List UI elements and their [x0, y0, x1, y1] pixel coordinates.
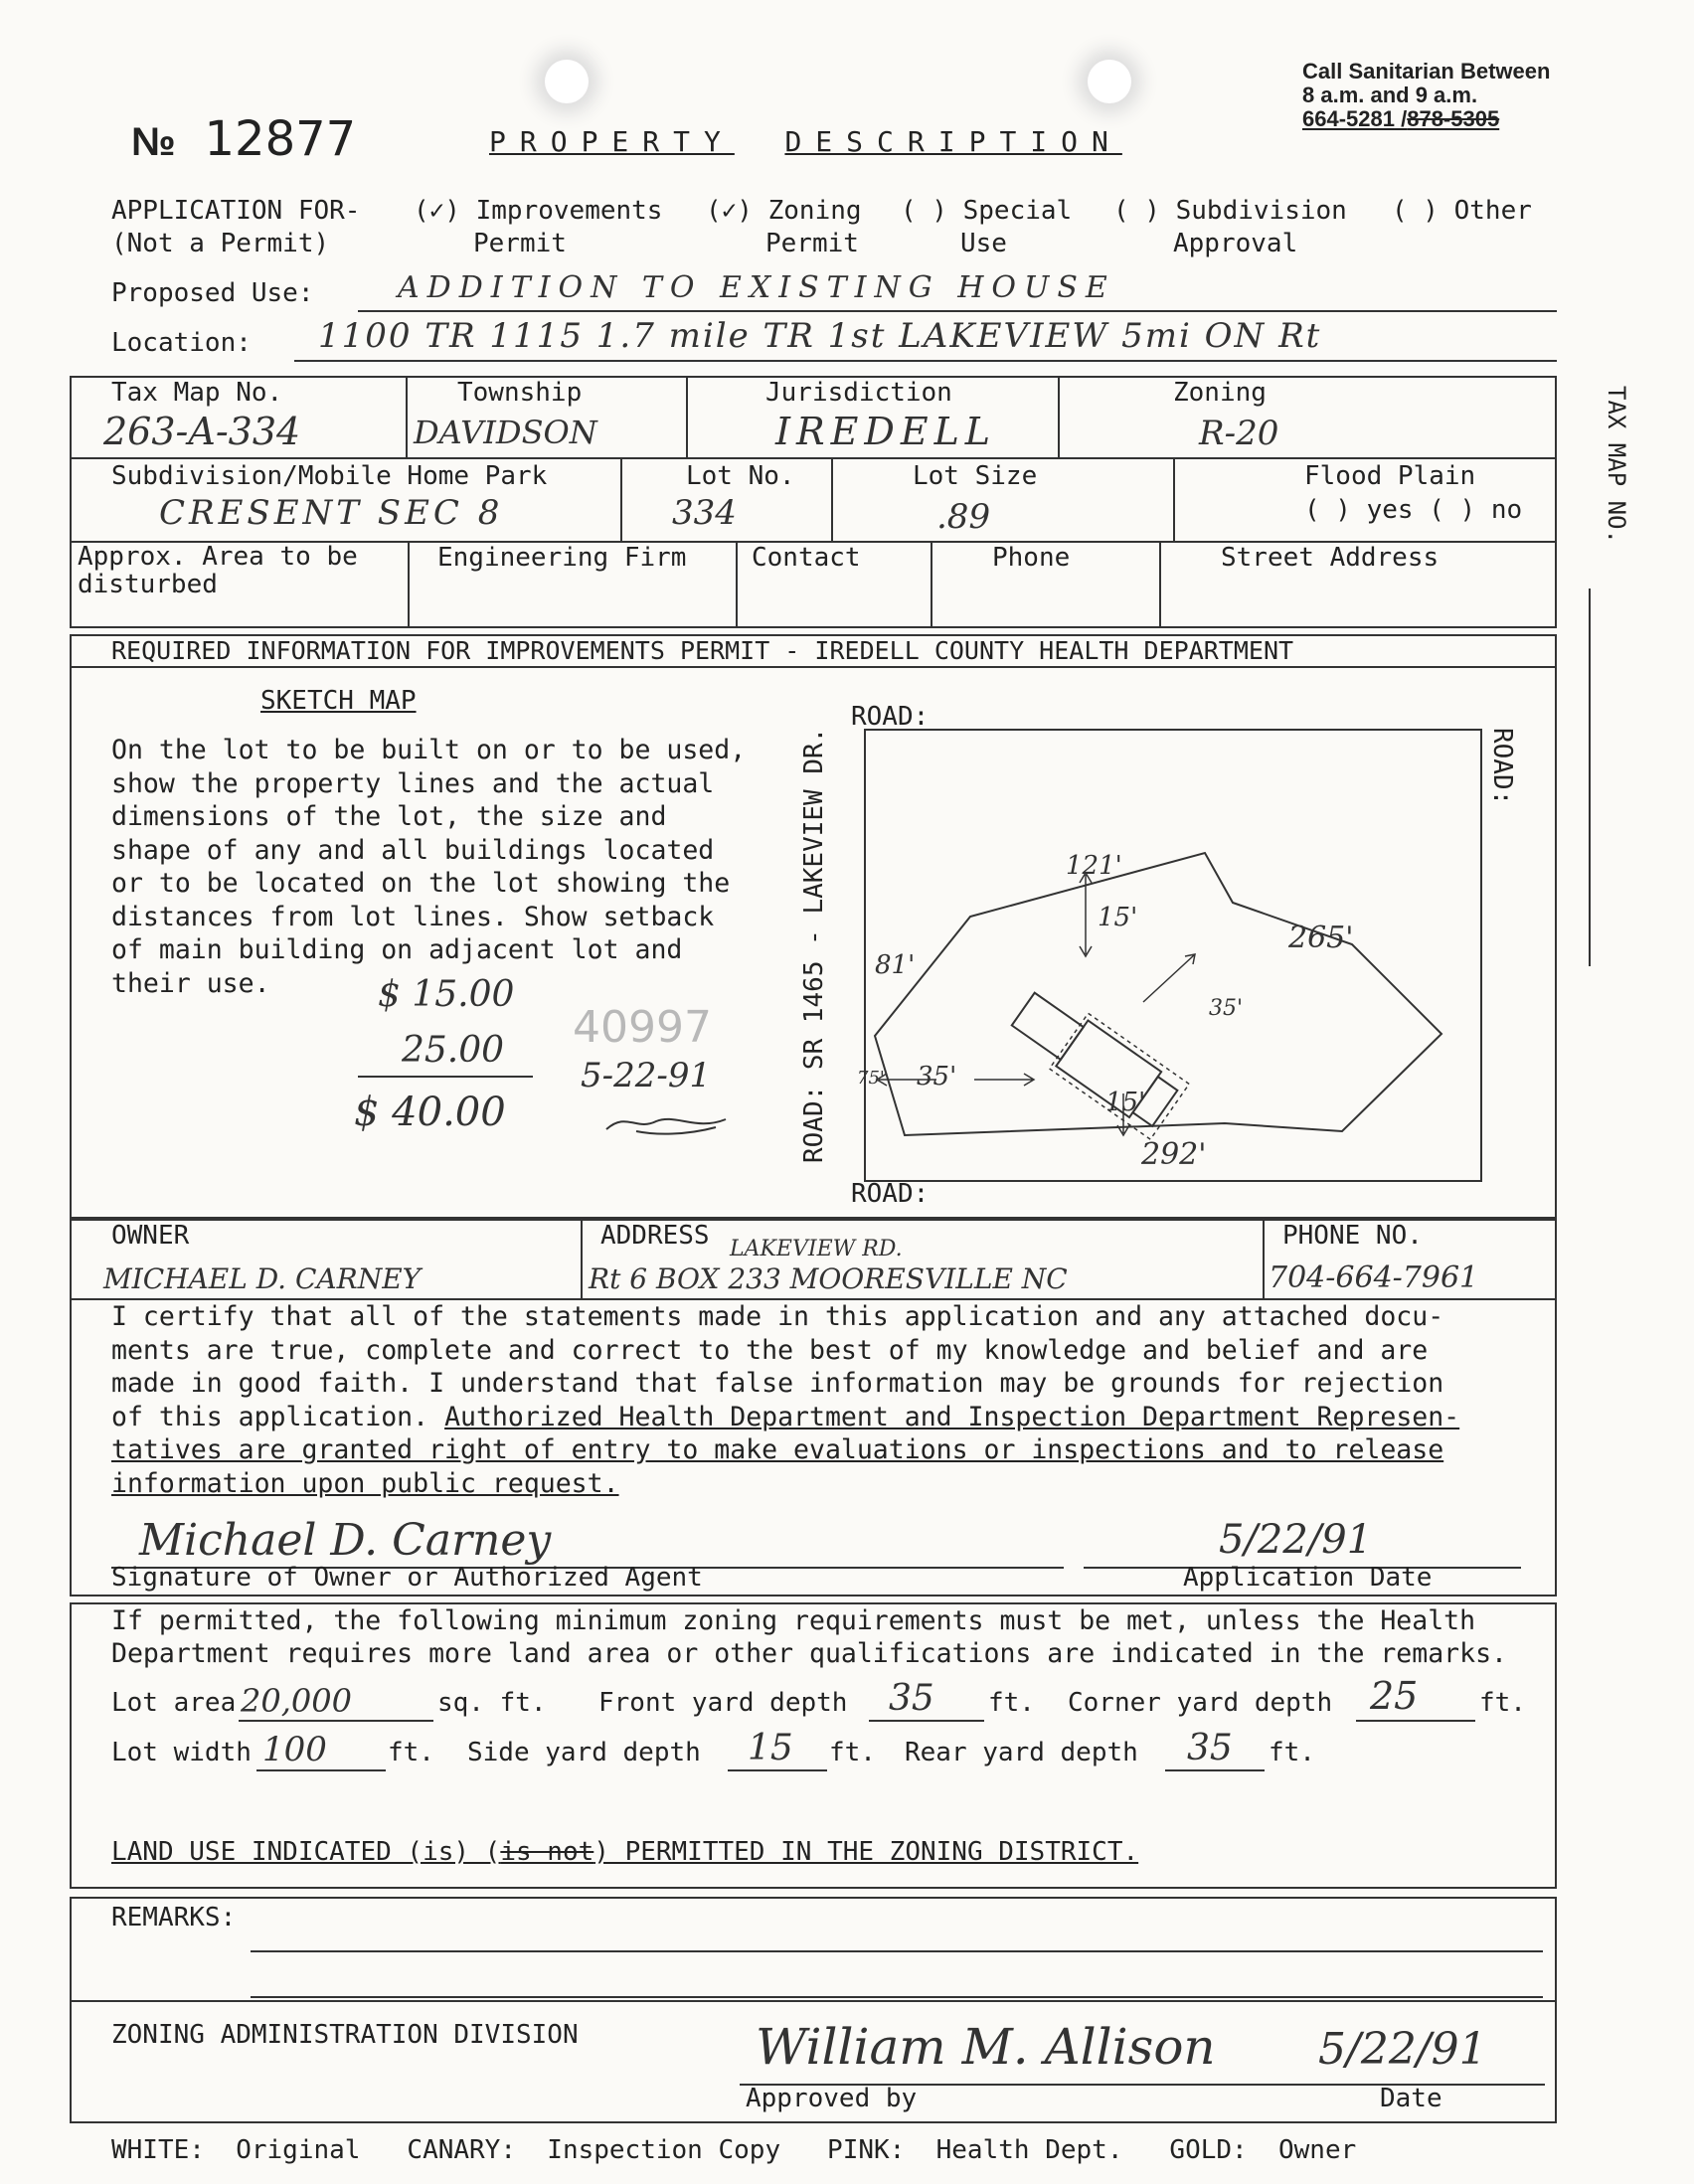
- sketch-instructions: On the lot to be built on or to be used, show the property lines and the actual dimensions of the lot, the size and shape of any and all buildings located or to be located on the lot showing the distances from lot lines. Show setback of main building on adjacent lot and their use.: [111, 735, 747, 999]
- grid-col-8: [736, 541, 738, 628]
- side-yard-line: [728, 1769, 827, 1771]
- property-boundary: [875, 853, 1441, 1135]
- corner-yard-label: Corner yard depth: [1068, 1688, 1333, 1718]
- location-line: [294, 360, 1557, 362]
- dim-265: 265': [1288, 921, 1354, 955]
- lot-area-value: 20,000: [241, 1682, 352, 1720]
- subdivision-value: CRESENT SEC 8: [159, 493, 504, 533]
- side-yard-label: Side yard depth: [467, 1738, 701, 1767]
- sanitarian-note: Call Sanitarian Between 8 a.m. and 9 a.m. 664-5281 /878-5305: [1302, 59, 1551, 131]
- owner-label: OWNER: [111, 1221, 190, 1251]
- engineering-firm-label: Engineering Firm: [437, 543, 687, 573]
- phone-no-value: 704-664-7961: [1269, 1260, 1479, 1295]
- flood-plain-label: Flood Plain: [1304, 461, 1476, 491]
- arrow-35-right: [1143, 954, 1195, 1002]
- address-line-2: Rt 6 BOX 233 MOORESVILLE NC: [589, 1262, 1068, 1295]
- phone-no-label: PHONE NO.: [1282, 1221, 1423, 1251]
- sqft-label: sq. ft.: [437, 1688, 547, 1718]
- contact-label: Contact: [752, 543, 861, 573]
- address-label: ADDRESS: [600, 1221, 710, 1251]
- remarks-line-2: [251, 1996, 1543, 1998]
- township-value: DAVIDSON: [414, 414, 597, 451]
- receipt-number: 40997: [573, 1002, 712, 1053]
- corner-yard-value: 25: [1370, 1674, 1419, 1718]
- form-number: № 12877: [131, 111, 357, 167]
- road-label-bottom: ROAD:: [851, 1179, 930, 1209]
- dim-35-left: 35': [917, 1062, 957, 1092]
- lot-width-value: 100: [262, 1730, 327, 1769]
- arrow-15-top: [1080, 873, 1092, 956]
- fee-sum-line: [358, 1076, 533, 1078]
- grid-col-2: [686, 376, 688, 457]
- grid-col-5: [831, 457, 833, 541]
- subdivision-label: Subdivision/Mobile Home Park: [111, 461, 548, 491]
- corner-ft: ft.: [1479, 1688, 1526, 1718]
- grid-col-1: [406, 376, 408, 457]
- punch-hole-left: [545, 60, 589, 103]
- sketch-road-frame: [865, 730, 1481, 1181]
- rear-yard-value: 35: [1187, 1728, 1233, 1768]
- option-improvements: (✓) Improvements Permit: [414, 196, 663, 258]
- form-title: PROPERTY DESCRIPTION: [489, 125, 1122, 158]
- lot-no-value: 334: [672, 493, 737, 533]
- grid-col-7: [408, 541, 410, 628]
- tax-map-side-line: [1589, 588, 1591, 966]
- option-subdivision: ( ) Subdivision Approval: [1113, 196, 1347, 258]
- tax-map-side-label: TAX MAP NO.: [1603, 386, 1630, 544]
- application-date-label: Application Date: [1183, 1563, 1433, 1593]
- area-disturbed-label: Approx. Area to be disturbed: [78, 542, 358, 599]
- receipt-date: 5-22-91: [581, 1056, 712, 1095]
- phone-label: Phone: [992, 543, 1071, 573]
- location-label: Location:: [111, 328, 252, 358]
- signature-label: Signature of Owner or Authorized Agent: [111, 1563, 703, 1593]
- rear-yard-label: Rear yard depth: [905, 1738, 1138, 1767]
- dim-15-top: 15': [1098, 903, 1138, 932]
- owner-value: MICHAEL D. CARNEY: [103, 1262, 422, 1295]
- proposed-use-value: ADDITION TO EXISTING HOUSE: [398, 270, 1115, 305]
- land-use-statement: LAND USE INDICATED (is) (is not) PERMITTED IN THE ZONING DISTRICT.: [111, 1837, 1139, 1867]
- approver-signature: William M. Allison: [756, 2018, 1216, 2076]
- road-label-left: ROAD: SR 1465 - LAKEVIEW DR.: [799, 727, 829, 1163]
- zoning-label: Zoning: [1173, 378, 1267, 408]
- jurisdiction-label: Jurisdiction: [765, 378, 952, 408]
- proposed-use-line: [358, 310, 1557, 312]
- required-info-header: REQUIRED INFORMATION FOR IMPROVEMENTS PERMIT - IREDELL COUNTY HEALTH DEPARTMENT: [111, 636, 1294, 665]
- remarks-label: REMARKS:: [111, 1903, 237, 1932]
- dim-35-right: 35': [1209, 996, 1244, 1021]
- tax-map-label: Tax Map No.: [111, 378, 283, 408]
- grid-col-6: [1173, 457, 1175, 541]
- grid-col-3: [1058, 376, 1060, 457]
- owner-col-2: [1263, 1219, 1265, 1300]
- dim-75: 75': [857, 1068, 885, 1089]
- dim-292: 292': [1141, 1137, 1207, 1172]
- date-label: Date: [1380, 2084, 1442, 2113]
- side-yard-value: 15: [748, 1728, 793, 1768]
- application-date: 5/22/91: [1219, 1517, 1373, 1563]
- lot-area-label: Lot area: [111, 1688, 237, 1718]
- lot-size-value: .89: [936, 497, 991, 537]
- lot-area-line: [239, 1720, 433, 1722]
- fee-total: $ 40.00: [354, 1090, 506, 1135]
- lot-no-label: Lot No.: [686, 461, 795, 491]
- option-other: ( ) Other: [1392, 196, 1532, 226]
- grid-col-9: [931, 541, 932, 628]
- approval-date: 5/22/91: [1318, 2024, 1487, 2075]
- certification-text: I certify that all of the statements made in this application and any attached docu- ments are true, complete and correct to the best of my knowledge and belief and are made in good faith. I understand that false information may be grounds for rejection of this application. Authorized Health Department and Inspection Department Represen- tatives are granted right of entry to make evaluations or inspections and to release information upon public request.: [111, 1301, 1460, 1499]
- grid-col-10: [1159, 541, 1161, 628]
- receipt-initials: [596, 1101, 736, 1141]
- road-label-top: ROAD:: [851, 702, 930, 732]
- approved-by-label: Approved by: [746, 2084, 918, 2113]
- house-sketch: [1004, 981, 1189, 1139]
- proposed-use-label: Proposed Use:: [111, 278, 314, 308]
- sketch-map: [825, 726, 1511, 1193]
- rear-yard-line: [1165, 1769, 1265, 1771]
- zoning-division-label: ZONING ADMINISTRATION DIVISION: [111, 2020, 579, 2050]
- dim-121: 121': [1066, 851, 1122, 881]
- flood-plain-options: ( ) yes ( ) no: [1304, 495, 1523, 525]
- grid-col-4: [620, 457, 622, 541]
- required-header-divider: [70, 666, 1557, 668]
- copy-distribution-footer: WHITE: Original CANARY: Inspection Copy PINK: Health Dept. GOLD: Owner: [111, 2135, 1357, 2165]
- application-for-label: APPLICATION FOR- (Not a Permit): [111, 196, 361, 258]
- fee-line-2: 25.00: [402, 1030, 505, 1071]
- dim-81: 81': [875, 950, 916, 980]
- zoning-value: R-20: [1199, 414, 1279, 453]
- street-address-label: Street Address: [1221, 543, 1440, 573]
- zoning-intro: If permitted, the following minimum zoning requirements must be met, unless the Health Department requires more land area or other qualifications are indicated in the remarks.: [111, 1605, 1507, 1669]
- corner-yard-line: [1356, 1720, 1475, 1722]
- sketch-map-title: SKETCH MAP: [260, 686, 417, 716]
- remarks-line-1: [251, 1950, 1543, 1952]
- width-ft: ft.: [388, 1738, 434, 1767]
- lot-width-label: Lot width: [111, 1738, 252, 1767]
- lot-size-label: Lot Size: [913, 461, 1038, 491]
- rear-ft: ft.: [1269, 1738, 1315, 1767]
- road-label-right: ROAD:: [1487, 728, 1517, 806]
- front-yard-value: 35: [889, 1678, 934, 1719]
- township-label: Township: [457, 378, 583, 408]
- grid-row-divider-1: [70, 457, 1557, 459]
- front-yard-label: Front yard depth: [598, 1688, 848, 1718]
- owner-col-1: [581, 1219, 583, 1300]
- front-ft: ft.: [988, 1688, 1035, 1718]
- side-ft: ft.: [829, 1738, 876, 1767]
- lot-width-line: [256, 1769, 386, 1771]
- punch-hole-right: [1088, 60, 1131, 103]
- location-value: 1100 TR 1115 1.7 mile TR 1st LAKEVIEW 5mi ON Rt: [318, 316, 1322, 356]
- option-special-use: ( ) Special Use: [901, 196, 1073, 258]
- remarks-divider: [70, 2000, 1557, 2002]
- owner-signature: Michael D. Carney: [139, 1515, 552, 1566]
- fee-line-1: $ 15.00: [378, 974, 515, 1015]
- dim-15-bottom: 15': [1105, 1088, 1146, 1117]
- option-zoning: (✓) Zoning Permit: [706, 196, 862, 258]
- front-yard-line: [869, 1720, 984, 1722]
- jurisdiction-value: IREDELL: [775, 410, 997, 453]
- address-line-1: LAKEVIEW RD.: [730, 1237, 903, 1261]
- tax-map-value: 263-A-334: [103, 410, 301, 453]
